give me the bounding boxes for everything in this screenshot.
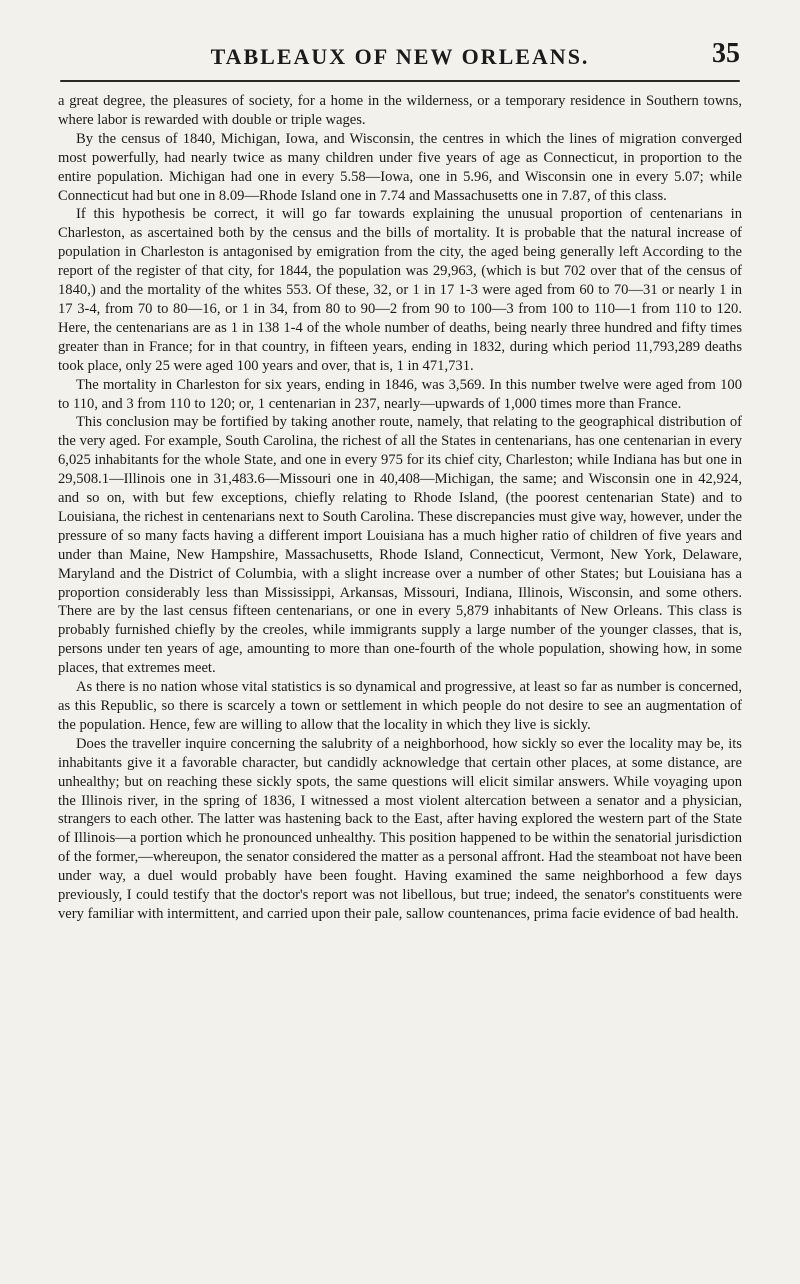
body-text <box>58 92 742 924</box>
header-rule <box>60 80 740 82</box>
page-number: 35 <box>712 38 740 69</box>
paragraph: By the census of 1840, Michigan, Iowa, and Wisconsin, the centres in which the lines of migration converged most powerfully, had nearly twice as many children under five years of age as Connecticut, in proportion to the entire population. Michigan had one in every 5.58—Iowa, one in 5.96, and Wisconsin one in every 5.07; while Connecticut had but one in 8.09—Rhode Island one in 7.74 and Massachusetts one in 7.87, of this class. <box>58 130 742 204</box>
paragraph: This conclusion may be fortified by taking another route, namely, that relating to the geographical distribution of the very aged. For example, South Carolina, the richest of all the States in centenarians, has one centenarian in every 6,025 inhabitants for the whole State, and one in every 975 for its chief city, Charleston; while Indiana has but one in 29,508.1—Illinois one in 31,483.6—Missouri one in 40,408—Michigan, the same; and Wisconsin one in 42,924, and so on, with but few exceptions, chiefly relating to Rhode Island, (the poorest centenarian State) and to Louisiana, the richest in centenarians next to South Carolina. These discrepancies must give way, however, under the pressure of so many facts having a different import Louisiana has a much higher ratio of children of five years and under than Maine, New Hampshire, Massachusetts, Rhode Island, Connecticut, Vermont, New York, Delaware, Maryland and the District of Columbia, with a slight increase over a number of other States; but Louisiana has a proportion considerably less than Mississippi, Arkansas, Missouri, Indiana, Illinois, Wisconsin, and some others. There are by the last census fifteen centenarians, or one in every 5,879 inhabitants of New Orleans. This class is probably furnished chiefly by the creoles, while immigrants supply a large number of the younger classes, that is, persons under ten years of age, amounting to more than one-fourth of the whole population, showing how, in some places, that extremes meet. <box>58 414 742 677</box>
paragraph: If this hypothesis be correct, it will go far towards explaining the unusual proportion of centenarians in Charleston, as ascertained both by the census and the bills of mortality. It is probable that the natural increase of population in Charleston is antagonised by emigration from the city, the aged being generally left According to the report of the register of that city, for 1844, the population was 29,963, (which is but 702 over that of the census of 1840,) and the mortality of the whites 553. Of these, 32, or 1 in 17 1-3 were aged from 60 to 70—31 or nearly 1 in 17 3-4, from 70 to 80—16, or 1 in 34, from 80 to 90—2 from 90 to 100—3 from 100 to 110—1 from 110 to 120. Here, the centenarians are as 1 in 138 1-4 of the whole number of deaths, being nearly three hundred and fifty times greater than in France; for in that country, in fifteen years, ending in 1832, during which period 11,793,289 deaths took place, only 25 were aged 100 years and over, that is, 1 in 471,731. <box>58 206 742 374</box>
paragraph: The mortality in Charleston for six years, ending in 1846, was 3,569. In this number twelve were aged from 100 to 110, and 3 from 110 to 120; or, 1 centenarian in 237, nearly—upwards of 1,000 times more than France. <box>58 376 742 412</box>
paragraph: Does the traveller inquire concerning the salubrity of a neighborhood, how sickly so ever the locality may be, its inhabitants give it a favorable character, but candidly acknowledge that certain other places, at some distance, are unhealthy; but on reaching these sickly spots, the same questions will elicit similar answers. While voyaging upon the Illinois river, in the spring of 1836, I witnessed a most violent altercation between a senator and a physician, strangers to each other. The latter was hastening back to the East, after having explored the western part of the State of Illinois—a portion which he pronounced unhealthy. This position happened to be within the senatorial jurisdiction of the former,—whereupon, the senator considered the matter as a personal affront. Had the steamboat not have been under way, a duel would probably have been fought. Having examined the same neighborhood a few days previously, I could testify that the doctor's report was not libellous, but true; indeed, the senator's constituents were very familiar with intermittent, and carried upon their pale, sallow countenances, prima facie evidence of bad health. <box>58 735 742 922</box>
running-title: TABLEAUX OF NEW ORLEANS. <box>210 44 590 69</box>
paragraph: a great degree, the pleasures of society, for a home in the wilderness, or a temporary residence in Southern towns, where labor is rewarded with double or triple wages. <box>58 93 742 128</box>
paragraph: As there is no nation whose vital statistics is so dynamical and progressive, at least so far as number is concerned, as this Republic, so there is scarcely a town or settlement in which people do not desire to see an augmentation of the population. Hence, few are willing to allow that the locality in which they live is sickly. <box>58 679 742 733</box>
page-header <box>60 40 740 74</box>
